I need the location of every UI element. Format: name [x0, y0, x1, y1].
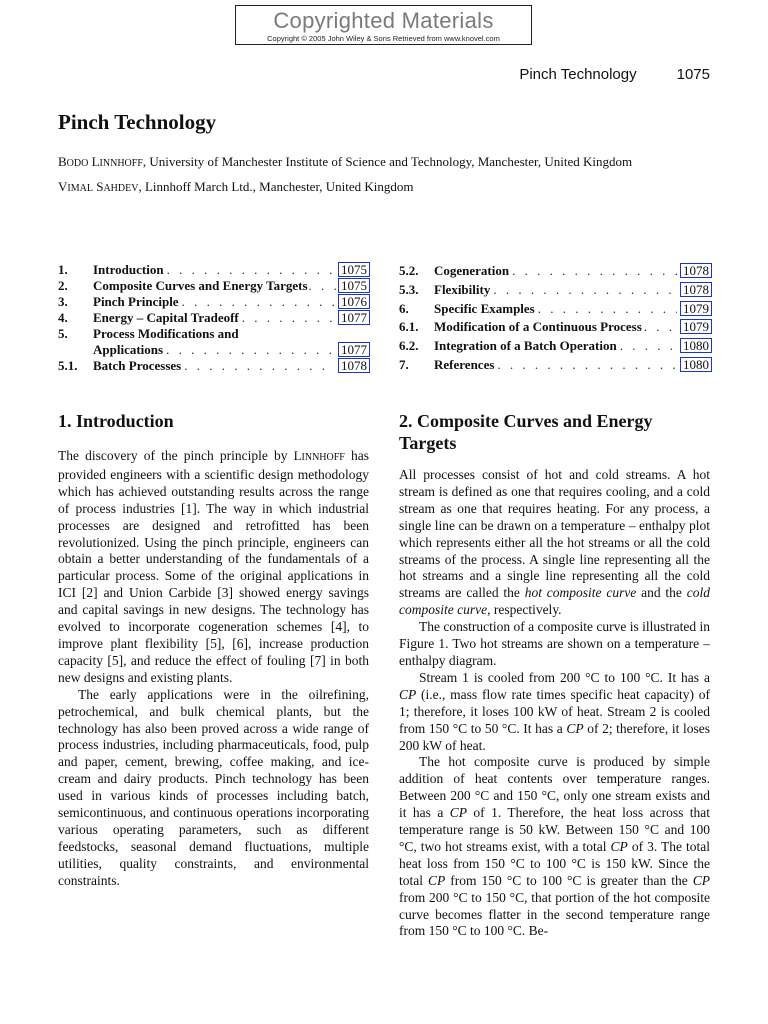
toc-page-link[interactable]: 1080: [680, 338, 712, 353]
section-heading-introduction: 1. Introduction: [58, 411, 174, 431]
toc-page-link[interactable]: 1079: [680, 319, 712, 334]
toc-page-link[interactable]: 1080: [680, 357, 712, 372]
body-column-left: [58, 448, 369, 890]
author-line: BODO LINNHOFF, University of Manchester Institute of Science and Technology, Manchester, United Kingdom: [58, 154, 633, 169]
paragraph: The construction of a composite curve is illustrated in Figure 1. Two hot streams are shown on a temperature – enthalpy diagram.: [399, 619, 710, 668]
toc-entry[interactable]: 3. Pinch Principle . . . 1076: [58, 294, 370, 310]
copyright-banner: [235, 5, 532, 45]
running-head: [519, 66, 710, 83]
toc-entry[interactable]: 5.1. Batch Processes . . . 1078: [58, 358, 370, 374]
table-of-contents-left: [58, 262, 370, 374]
toc-entry[interactable]: 5.2. Cogeneration . . . 1078: [399, 262, 712, 281]
section-heading-composite-curves: 2. Composite Curves and Energy Targets: [399, 411, 653, 453]
running-head-page: 1075: [676, 66, 710, 83]
toc-entry[interactable]: 5.3. Flexibility . . . 1078: [399, 281, 712, 300]
toc-entry[interactable]: Applications . . . 1077: [58, 342, 370, 358]
paragraph: The early applications were in the oilrefining, petrochemical, and bulk chemical plants, but the technology has also been proved across a wide range of process industries, including pharmaceuticals, food, pulp and paper, cement, brewing, coffee making, and ice-cream and dairy products. Pinch technology has been used in various kinds of processes including batch, semicontinuous, and continuous operations incorporating various operating parameters, such as different feedstocks, seasonal demand fluctuations, multiple utilities, quality constraints, and environmental constraints.: [58, 686, 369, 888]
toc-page-link[interactable]: 1078: [680, 263, 712, 278]
toc-page-link[interactable]: 1078: [338, 358, 370, 373]
toc-entry[interactable]: 7. References . . . 1080: [399, 356, 712, 375]
toc-entry[interactable]: 4. Energy – Capital Tradeoff . . . 1077: [58, 310, 370, 326]
toc-page-link[interactable]: 1075: [338, 278, 370, 293]
toc-entry[interactable]: 1. Introduction . . . 1075: [58, 262, 370, 278]
article-title: Pinch Technology: [58, 110, 217, 134]
toc-page-link[interactable]: 1079: [680, 301, 712, 316]
toc-page-link[interactable]: 1078: [680, 282, 712, 297]
body-column-right: [399, 467, 710, 940]
running-head-title: Pinch Technology: [519, 66, 637, 83]
table-of-contents-right: [399, 262, 712, 375]
toc-entry[interactable]: 6.1. Modification of a Continuous Process . . . 1079: [399, 318, 712, 337]
paragraph: Stream 1 is cooled from 200 °C to 100 °C. It has a CP (i.e., mass flow rate times specific heat capacity) of 1; therefore, it loses 100 kW of heat. Stream 2 is cooled from 150 °C to 50 °C. It has a CP of 2; therefore, it loses 200 kW of heat.: [399, 669, 710, 753]
toc-page-link[interactable]: 1077: [338, 342, 370, 357]
toc-entry[interactable]: 6. Specific Examples . . . 1079: [399, 300, 712, 319]
toc-page-link[interactable]: 1077: [338, 310, 370, 325]
paragraph: All processes consist of hot and cold streams. A hot stream is defined as one that requires cooling, and a cold stream as one that requires heating. For any process, a single line can be drawn on a temperature – enthalpy plot which represents either all the hot streams or all the cold streams of the process. A single line representing all the hot streams and a single line representing all the cold streams are called the hot composite curve and the cold composite curve, respectively.: [399, 467, 710, 618]
toc-entry[interactable]: 5. Process Modifications and: [58, 326, 239, 341]
toc-page-link[interactable]: 1075: [338, 262, 370, 277]
author-line: VIMAL SAHDEV, Linnhoff March Ltd., Manchester, United Kingdom: [58, 179, 414, 194]
toc-page-link[interactable]: 1076: [338, 294, 370, 309]
paragraph: The hot composite curve is produced by simple addition of heat contents over temperature ranges. Between 200 °C and 150 °C, only one stream exists and it has a CP of 1. Therefore, the heat loss across that temperature range is 50 kW. Between 150 °C and 100 °C, two hot streams exist, with a total CP of 3. The total heat loss from 150 °C to 100 °C is 150 kW. Since the total CP from 150 °C to 100 °C is greater than the CP from 200 °C to 150 °C, that portion of the hot composite curve becomes flatter in the second temperature range from 150 °C to 100 °C. Be-: [399, 754, 710, 939]
paragraph: The discovery of the pinch principle by LINNHOFF has provided engineers with a scientific design methodology which has achieved outstanding results across the range of process industries [1]. The way in which industrial processes are designed and retrofitted has been revolutionized. Using the pinch principle, engineers can obtain a better understanding of the fundamentals of a particular process. Some of the original applications in ICI [2] and Union Carbide [3] showed energy savings and capital savings in new designs. The technology has evolved to incorporate cogeneration schemes [4], to improve plant flexibility [5], [6], increase production capacity [5], and reduce the effect of fouling [7] in both new designs and existing plants.: [58, 448, 369, 685]
author-list: [58, 150, 632, 200]
banner-subtitle: Copyright © 2005 John Wiley & Sons Retrieved from www.knovel.com: [267, 34, 500, 43]
banner-title: Copyrighted Materials: [273, 8, 494, 33]
toc-entry[interactable]: 6.2. Integration of a Batch Operation . . . 1080: [399, 337, 712, 356]
toc-entry[interactable]: 2. Composite Curves and Energy Targets . . . 1075: [58, 278, 370, 294]
